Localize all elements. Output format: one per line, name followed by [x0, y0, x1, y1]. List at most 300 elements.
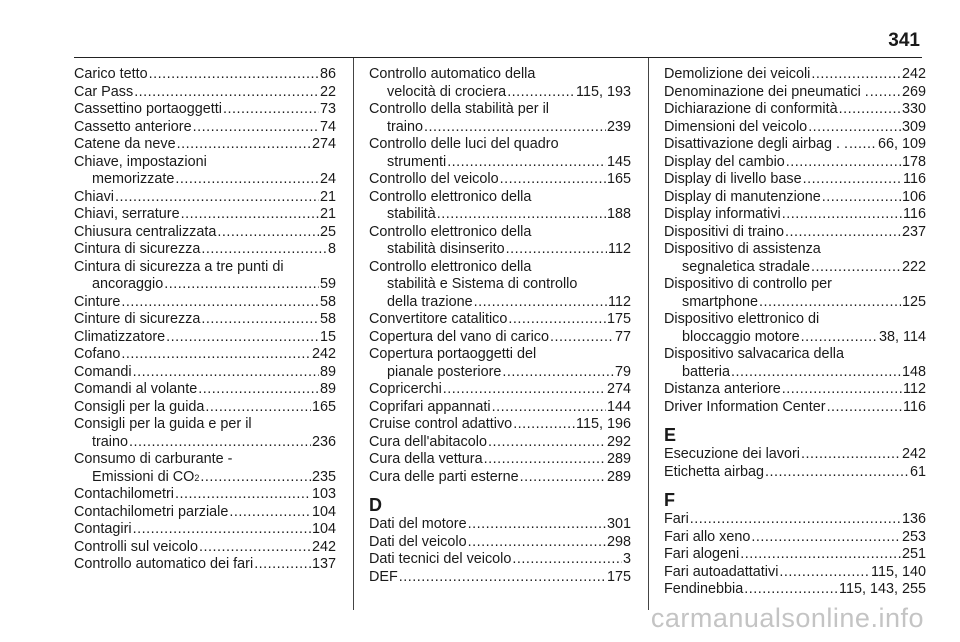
index-entry-page: 236 [311, 433, 336, 450]
index-entry-page: 112 [608, 241, 631, 257]
index-entry-page: 74 [319, 118, 336, 135]
index-entry-text: Cruise control adattivo [369, 416, 513, 432]
index-entry-line [664, 136, 926, 154]
index-entry-page: 242 [901, 66, 926, 82]
leader-dots [474, 294, 607, 312]
index-entry-page: 21 [319, 206, 336, 222]
leader-dots [690, 511, 901, 529]
index-entry-text: Comandi [74, 363, 132, 380]
index-entry-text: Chiave, impostazioni [74, 153, 207, 170]
index-entry-page: 148 [901, 363, 926, 380]
leader-dots [731, 364, 901, 382]
index-entry [664, 136, 926, 154]
index-entry [369, 434, 631, 452]
index-entry-page: 106 [901, 188, 926, 205]
index-entry-page: 178 [901, 153, 926, 170]
index-entry-page: 104 [311, 503, 336, 520]
index-entry [74, 154, 336, 189]
index-entry [664, 101, 926, 119]
leader-dots [424, 119, 606, 137]
index-entry [74, 101, 336, 119]
index-entry-page: 222 [901, 258, 926, 275]
index-entry-page: 165 [311, 398, 336, 415]
index-entry-text: Controllo del veicolo [369, 171, 499, 187]
index-entry-line [664, 364, 926, 382]
index-entry-page: 112 [903, 381, 926, 397]
index-entry-page: 59 [319, 276, 336, 292]
index-entry [74, 346, 336, 364]
index-entry-page: 239 [606, 118, 631, 135]
index-entry [369, 189, 631, 224]
index-entry-text: Copricerchi [369, 381, 442, 397]
index-entry-text: Cinture di sicurezza [74, 311, 201, 327]
leader-dots [129, 434, 311, 452]
index-entry-text: Driver Information Center [664, 398, 826, 415]
index-entry [664, 276, 926, 311]
index-entry [664, 381, 926, 399]
index-entry-line [74, 259, 336, 277]
index-entry-line [74, 381, 336, 399]
index-entry-text: Fari allo xeno [664, 528, 751, 545]
index-entry-page: 125 [901, 293, 926, 310]
index-column-1 [74, 66, 336, 574]
leader-dots [744, 581, 838, 599]
index-entry-line [74, 206, 336, 224]
index-entry-text: smartphone [682, 293, 758, 310]
leader-dots [181, 206, 319, 224]
leader-dots [199, 539, 311, 557]
index-entry-line [369, 206, 631, 224]
index-entry-page: 115, 193 [576, 83, 631, 100]
index-entry-line [74, 364, 336, 382]
index-entry [664, 171, 926, 189]
index-entry-text: della trazione [387, 293, 473, 310]
index-entry-line [369, 66, 631, 84]
index-entry-line [664, 346, 926, 364]
index-entry [664, 511, 926, 529]
index-entry-text: Cintura di sicurezza [74, 241, 201, 257]
leader-dots [870, 84, 901, 102]
leader-dots [468, 516, 606, 534]
index-entry-text: Display di manutenzione [664, 188, 821, 205]
leader-dots [175, 171, 319, 189]
index-entry-line [74, 154, 336, 172]
index-entry-page: 25 [319, 223, 336, 240]
index-entry-line [369, 101, 631, 119]
index-entry-line [369, 136, 631, 154]
index-entry-line [369, 451, 631, 469]
index-entry-line [74, 434, 336, 452]
index-entry-text: DEF [369, 568, 398, 585]
leader-dots [506, 241, 607, 259]
index-entry-page: 115, 140 [871, 563, 926, 580]
index-entry-text: segnaletica stradale [682, 258, 810, 275]
index-entry-line [664, 329, 926, 347]
index-entry-line [369, 294, 631, 312]
index-entry [74, 84, 336, 102]
index-entry-text: memorizzate [92, 171, 175, 187]
index-entry-line [369, 224, 631, 242]
leader-dots [500, 171, 606, 189]
index-entry-text: Fari alogeni [664, 546, 740, 562]
index-entry [74, 486, 336, 504]
index-entry-page: 58 [319, 293, 336, 310]
leader-dots [849, 136, 877, 154]
index-entry-text: Cura della vettura [369, 451, 483, 467]
index-entry [369, 346, 631, 381]
index-entry [664, 66, 926, 84]
index-entry-page: 165 [606, 171, 631, 187]
leader-dots [801, 446, 901, 464]
index-entry-line [369, 311, 631, 329]
index-entry-line [74, 539, 336, 557]
index-entry-text: Controllo automatico dei fari [74, 556, 254, 572]
index-entry [664, 564, 926, 582]
index-entry-text: strumenti [387, 153, 447, 170]
column-separator [648, 58, 649, 610]
index-entry-page: 289 [606, 468, 631, 485]
index-entry-text: Cura dell'abitacolo [369, 433, 487, 450]
index-entry-text: Convertitore catalitico [369, 311, 508, 327]
index-entry-text: Controllo della stabilità per il [369, 101, 549, 117]
index-entry-text: Controllo elettronico della [369, 188, 532, 205]
index-entry-page: 116 [903, 398, 926, 415]
index-entry [74, 259, 336, 294]
index-entry-text: Dispositivo di controllo per [664, 276, 832, 292]
index-entry [369, 516, 631, 534]
index-entry-text: Copertura del vano di carico [369, 328, 549, 345]
index-entry [664, 546, 926, 564]
index-entry [74, 241, 336, 259]
leader-dots [520, 469, 606, 487]
index-entry [664, 581, 926, 599]
index-entry-line [369, 189, 631, 207]
index-entry-page: 79 [614, 363, 631, 380]
index-entry [74, 119, 336, 137]
leader-dots [512, 551, 622, 569]
index-entry-text: Demolizione dei veicoli [664, 66, 811, 82]
index-entry-text: Coprifari appannati [369, 398, 491, 415]
index-entry-line [369, 154, 631, 172]
index-entry-text: Climatizzatore [74, 328, 166, 345]
leader-dots [217, 224, 319, 242]
index-entry [664, 529, 926, 547]
index-entry-text: traino [92, 433, 128, 450]
index-entry-line [74, 171, 336, 189]
index-entry-line [74, 66, 336, 84]
index-entry-text: Contachilometri [74, 486, 174, 502]
leader-dots [508, 311, 606, 329]
index-entry-line [74, 399, 336, 417]
index-entry-text: Consigli per la guida e per il [74, 416, 252, 432]
index-entry [369, 469, 631, 487]
index-entry [664, 241, 926, 276]
index-entry-page: 309 [901, 118, 926, 135]
index-entry-page: 298 [606, 533, 631, 550]
leader-dots [437, 206, 606, 224]
leader-dots [121, 294, 319, 312]
index-entry [74, 189, 336, 207]
index-entry-page: 21 [319, 188, 336, 205]
index-entry-text: Controlli sul veicolo [74, 538, 198, 555]
index-entry-text: Controllo elettronico della [369, 223, 532, 240]
index-entry-text: pianale posteriore [387, 363, 502, 380]
index-entry-text: ancoraggio [92, 276, 164, 292]
index-entry [74, 206, 336, 224]
index-entry-text: Controllo automatico della [369, 66, 536, 82]
index-entry-text: Carico tetto [74, 66, 148, 82]
index-entry-page: 8 [327, 241, 336, 257]
index-entry-line [369, 516, 631, 534]
index-entry-text: Chiusura centralizzata [74, 223, 217, 240]
index-entry-line [664, 276, 926, 294]
leader-dots [175, 486, 311, 504]
index-entry-page: 145 [606, 153, 631, 170]
index-entry [74, 556, 336, 574]
index-entry-text: Cofano [74, 346, 121, 362]
index-entry [74, 329, 336, 347]
leader-dots [205, 399, 311, 417]
index-entry [369, 416, 631, 434]
index-entry [369, 136, 631, 171]
leader-dots [808, 119, 901, 137]
index-entry-line [369, 534, 631, 552]
index-entry-text: batteria [682, 363, 730, 380]
index-entry [74, 399, 336, 417]
index-entry [664, 119, 926, 137]
index-entry-line [664, 119, 926, 137]
index-entry-line [664, 529, 926, 547]
index-entry-line [664, 171, 926, 189]
leader-dots [782, 381, 902, 399]
index-entry-line [664, 84, 926, 102]
index-entry-text: velocità di crociera [387, 83, 507, 100]
index-entry-text: Dati del veicolo [369, 533, 467, 550]
index-entry-page: 235 [311, 468, 336, 485]
index-entry-text: Consumo di carburante - [74, 451, 233, 467]
index-entry-page: 115, 143, 255 [839, 581, 926, 597]
leader-dots [115, 189, 319, 207]
index-entry [664, 84, 926, 102]
leader-dots [786, 154, 901, 172]
index-entry [74, 311, 336, 329]
index-entry [74, 451, 336, 486]
index-entry-text: Cassetto anteriore [74, 118, 192, 135]
index-entry [664, 399, 926, 417]
index-entry-page: 73 [319, 101, 336, 117]
index-entry [369, 224, 631, 259]
index-entry-line [664, 399, 926, 417]
index-entry-text: Copertura portaoggetti del [369, 346, 537, 362]
index-entry-page: 61 [909, 463, 926, 480]
index-entry-page: 103 [311, 486, 336, 502]
index-entry-page: 253 [901, 528, 926, 545]
index-entry-line [664, 464, 926, 482]
index-entry-page: 330 [901, 101, 926, 117]
index-entry-line [369, 329, 631, 347]
index-entry [664, 446, 926, 464]
index-entry-line [74, 311, 336, 329]
index-entry-text: Controllo elettronico della [369, 258, 532, 275]
index-entry [664, 311, 926, 346]
index-entry-text: Fari autoadattativi [664, 563, 779, 580]
index-entry-page: 115, 196 [576, 416, 631, 432]
leader-dots [801, 329, 878, 347]
index-entry-line [74, 224, 336, 242]
index-entry-text: Etichetta airbag [664, 463, 764, 480]
index-entry-line [664, 581, 926, 599]
index-entry [664, 154, 926, 172]
index-entry [74, 416, 336, 451]
index-letter-heading: D [369, 495, 382, 515]
index-entry [74, 224, 336, 242]
index-entry [369, 399, 631, 417]
index-entry-page: 116 [903, 171, 926, 187]
leader-dots [166, 329, 319, 347]
index-entry [74, 66, 336, 84]
index-entry-text: Distanza anteriore [664, 381, 781, 397]
leader-dots [133, 364, 319, 382]
index-letter-heading: F [664, 490, 675, 510]
index-entry-page: 86 [319, 66, 336, 82]
index-entry-text: Cintura di sicurezza a tre punti di [74, 258, 284, 275]
index-entry-line [74, 556, 336, 574]
index-entry-line [74, 119, 336, 137]
leader-dots [839, 101, 901, 119]
index-entry-line [664, 189, 926, 207]
leader-dots [484, 451, 606, 469]
index-entry-page: 301 [606, 516, 631, 532]
index-entry [664, 206, 926, 224]
index-entry-line [664, 294, 926, 312]
leader-dots [827, 399, 902, 417]
index-entry-text: Catene da neve [74, 136, 176, 152]
index-entry-page: 137 [311, 556, 336, 572]
index-entry-line [664, 101, 926, 119]
index-entry [369, 534, 631, 552]
index-entry-text: Esecuzione dei lavori [664, 446, 800, 462]
index-entry-text: Dispositivo di assistenza [664, 241, 821, 257]
index-entry-line [664, 446, 926, 464]
leader-dots [811, 66, 901, 84]
index-entry-page: 77 [614, 328, 631, 345]
index-entry-text: Dichiarazione di conformità [664, 101, 838, 117]
index-entry-page: 242 [311, 346, 336, 362]
index-entry [369, 551, 631, 569]
index-entry-line [664, 259, 926, 277]
index-entry-line [369, 171, 631, 189]
leader-dots [443, 381, 606, 399]
header-rule [74, 57, 922, 58]
index-entry [369, 381, 631, 399]
index-entry-text: Cassettino portaoggetti [74, 101, 222, 117]
index-entry-page: 89 [319, 381, 336, 397]
index-entry-line [74, 276, 336, 294]
leader-dots [550, 329, 614, 347]
leader-dots [740, 546, 901, 564]
index-entry-line [369, 551, 631, 569]
leader-dots [200, 469, 311, 487]
index-entry-line [664, 206, 926, 224]
index-entry-text: Denominazione dei pneumatici . [664, 83, 869, 100]
index-entry-line [369, 364, 631, 382]
index-entry-page: 66, 109 [877, 136, 926, 152]
index-entry-page: 58 [319, 311, 336, 327]
index-entry-text: traino [387, 118, 423, 135]
index-entry-line [74, 521, 336, 539]
index-entry-line [369, 399, 631, 417]
leader-dots [782, 206, 902, 224]
index-entry-page: 242 [901, 446, 926, 462]
index-entry [74, 504, 336, 522]
index-entry-line: Emissioni di CO 2 ..... 235 [74, 469, 336, 487]
index-entry-line [74, 451, 336, 469]
index-entry-text: stabilità e Sistema di controllo [387, 276, 578, 292]
index-entry-text: Dispositivi di traino [664, 223, 784, 240]
index-entry-line [369, 381, 631, 399]
leader-dots [121, 346, 311, 364]
index-entry-page: 22 [319, 83, 336, 100]
index-entry-text: stabilità [387, 206, 436, 222]
leader-dots [149, 66, 319, 84]
index-entry-line [369, 119, 631, 137]
leader-dots [223, 101, 319, 119]
leader-dots [468, 534, 606, 552]
index-entry-page: 112 [608, 293, 631, 310]
leader-dots [399, 569, 606, 587]
index-entry [664, 346, 926, 381]
index-entry-line [664, 224, 926, 242]
page-number: 341 [888, 30, 920, 51]
index-entry-text: Chiavi, serrature [74, 206, 180, 222]
index-entry-page: 24 [319, 171, 336, 187]
index-entry-line [74, 241, 336, 259]
leader-dots [803, 171, 902, 189]
index-entry-line [74, 84, 336, 102]
index-entry-page: 251 [901, 546, 926, 562]
index-entry [664, 224, 926, 242]
index-entry-line [74, 189, 336, 207]
leader-dots [201, 241, 327, 259]
index-entry [369, 329, 631, 347]
index-entry [74, 521, 336, 539]
index-entry-line [74, 136, 336, 154]
index-entry-line [369, 469, 631, 487]
index-entry [369, 171, 631, 189]
index-entry-text: Display informativi [664, 206, 781, 222]
leader-dots [198, 381, 319, 399]
index-entry-page: 274 [311, 136, 336, 152]
index-entry [664, 189, 926, 207]
leader-dots [488, 434, 606, 452]
index-entry-text: Display di livello base [664, 171, 802, 187]
index-entry-text: Dispositivo salvacarica della [664, 346, 844, 362]
index-entry-line [369, 84, 631, 102]
column-separator [353, 58, 354, 610]
index-entry-line [664, 381, 926, 399]
index-entry-text: bloccaggio motore [682, 328, 800, 345]
index-entry-page: 175 [606, 568, 631, 585]
leader-dots [507, 84, 575, 102]
index-entry [369, 101, 631, 136]
index-entry-line [664, 311, 926, 329]
leader-dots [164, 276, 319, 294]
index-entry-page: 237 [901, 223, 926, 240]
leader-dots [785, 224, 901, 242]
index-column-2 [369, 66, 631, 586]
index-entry-page: 15 [319, 328, 336, 345]
index-entry-page: 292 [606, 433, 631, 450]
